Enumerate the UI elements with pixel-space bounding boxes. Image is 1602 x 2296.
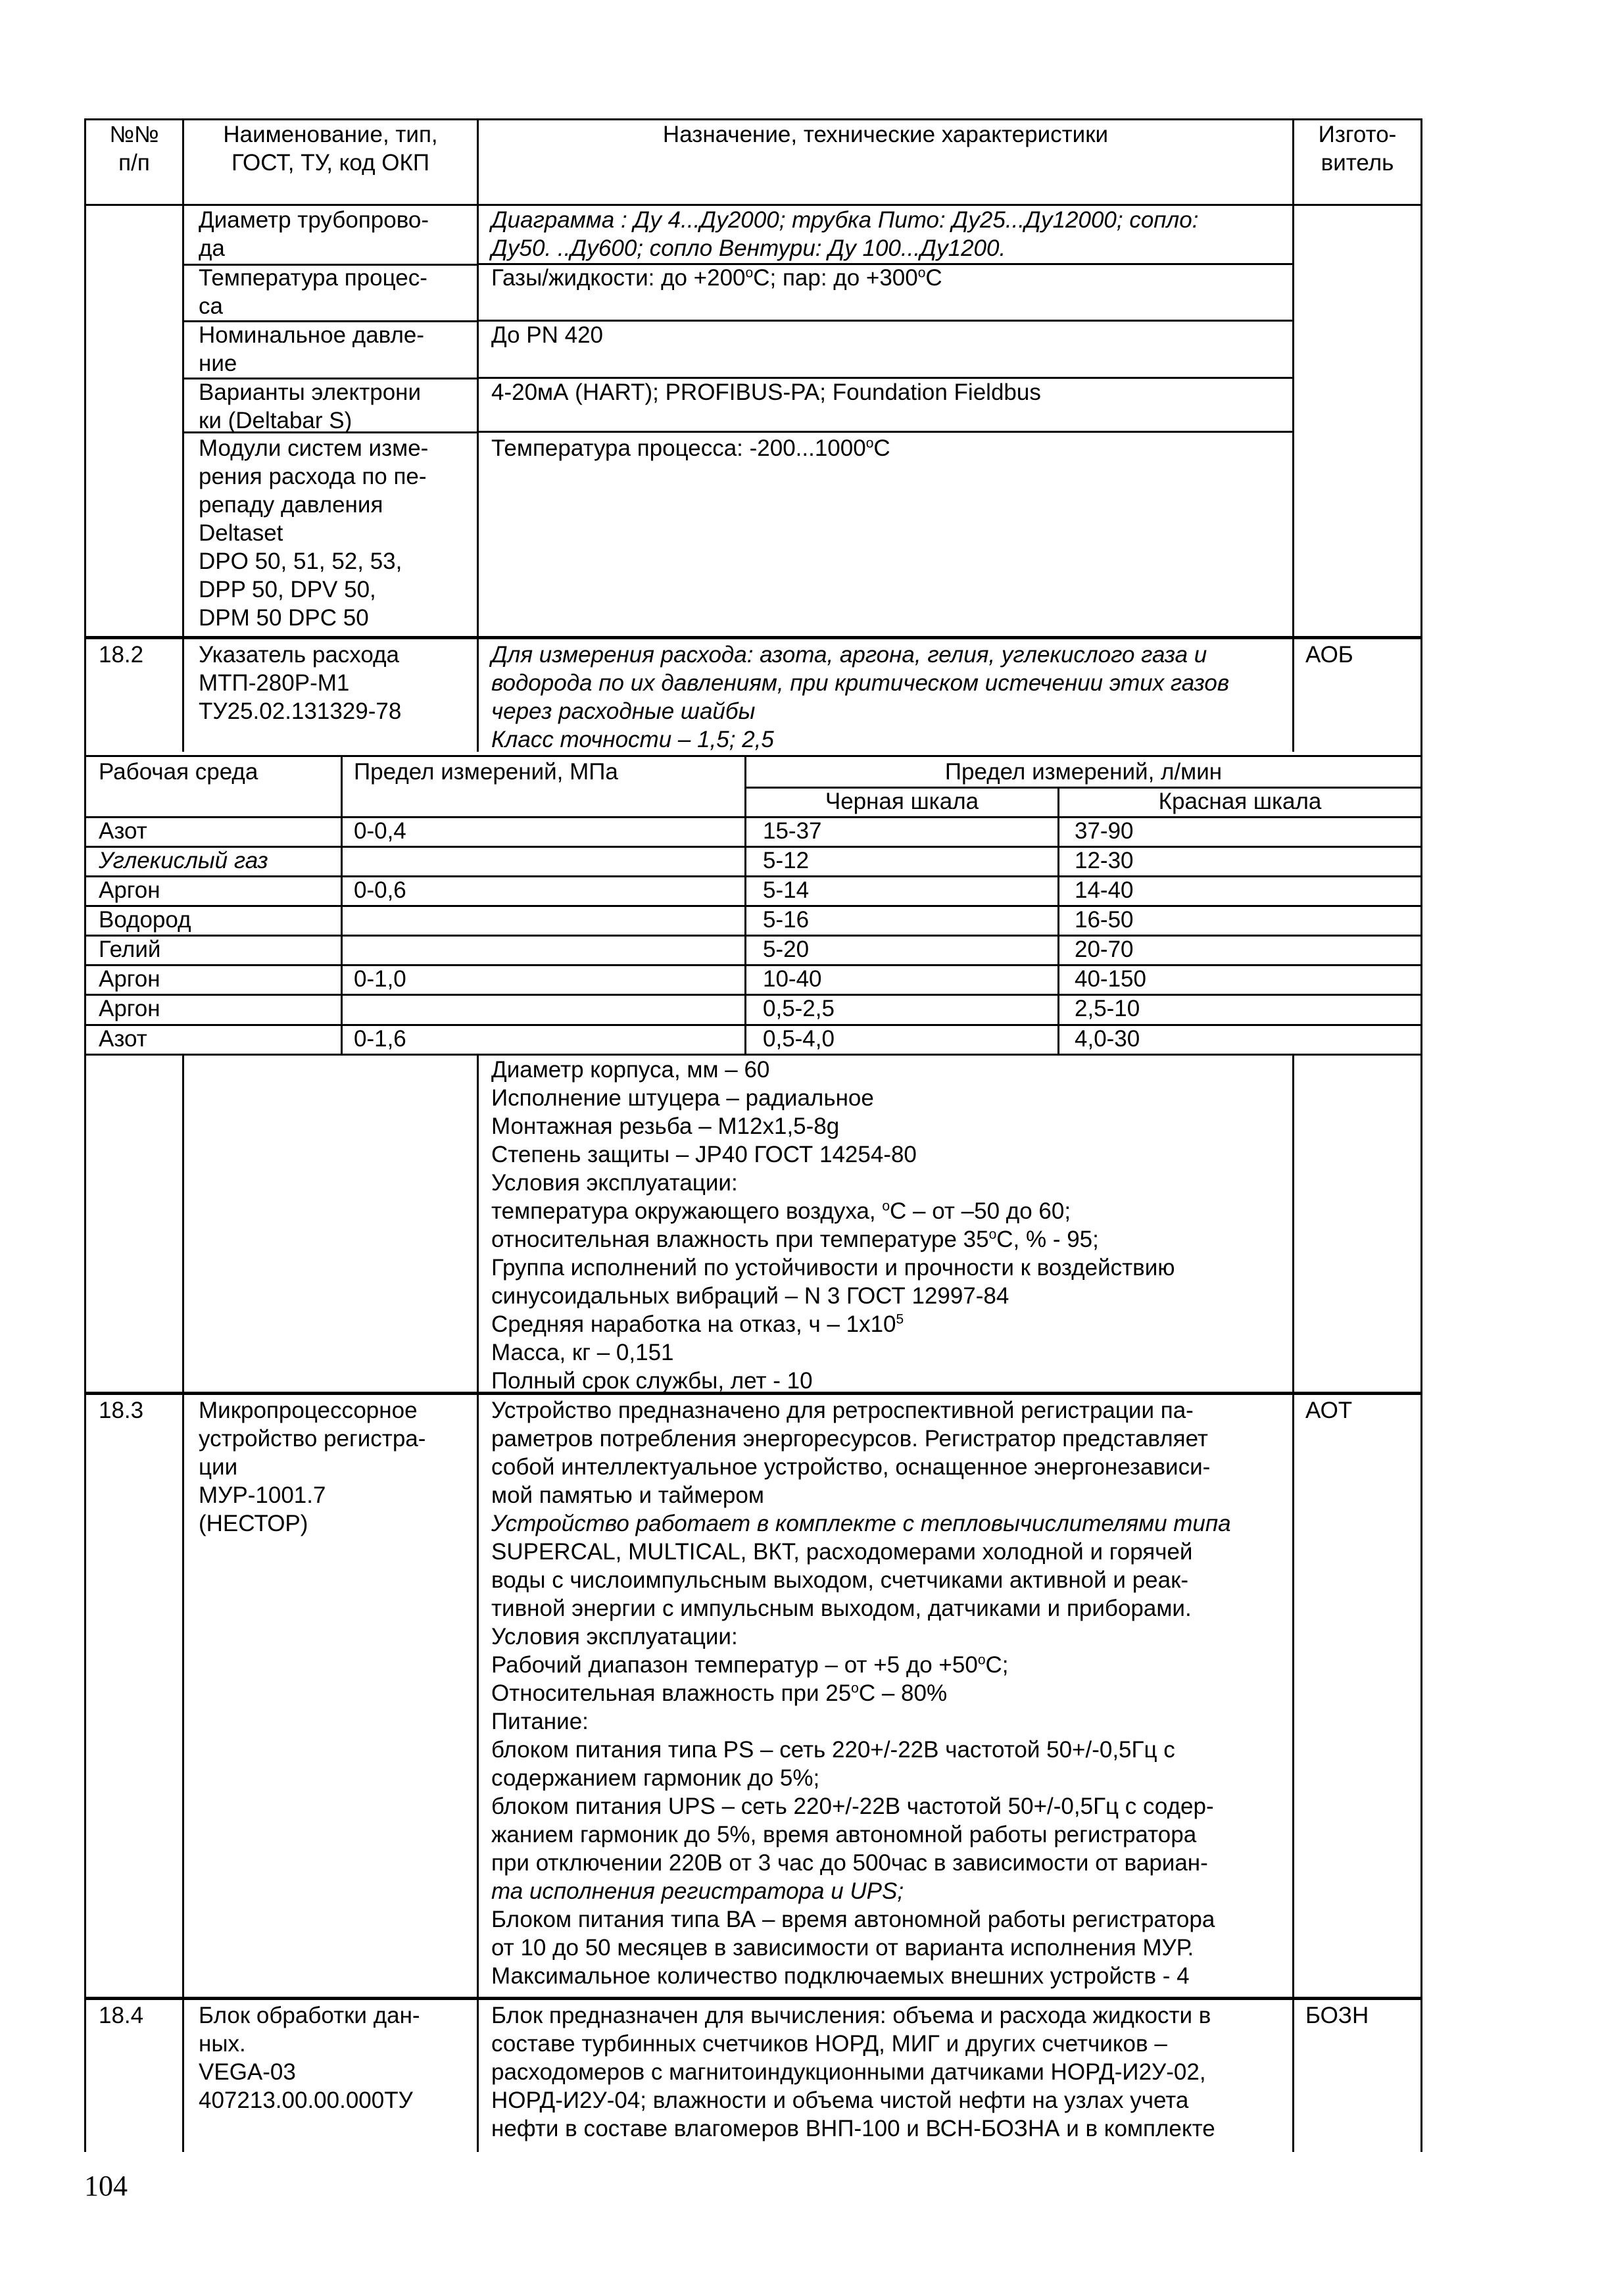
cell-mpa: 0-1,6 xyxy=(354,1026,406,1052)
cell-medium: Азот xyxy=(99,1026,147,1052)
column-header-lmin: Предел измерений, л/мин xyxy=(944,759,1223,785)
cell-red: 14-40 xyxy=(1075,877,1134,903)
header-name: Наименование, тип, ГОСТ, ТУ, код ОКП xyxy=(223,122,438,176)
item-maker: АОТ xyxy=(1305,1398,1353,1423)
cell-red: 37-90 xyxy=(1075,818,1134,844)
param-name: Температура процес- са xyxy=(199,265,427,319)
header-purpose: Назначение, технические характеристики xyxy=(662,122,1109,147)
cell-medium: Аргон xyxy=(99,966,160,992)
cell-medium: Водород xyxy=(99,907,191,933)
param-name: Диаметр трубопрово- да xyxy=(199,207,429,261)
param-name: Варианты электрони ки (Deltabar S) xyxy=(199,379,422,433)
cell-black: 0,5-2,5 xyxy=(763,996,835,1021)
cell-red: 2,5-10 xyxy=(1075,996,1140,1021)
param-value: Диаграмма : Ду 4...Ду2000; трубка Пито: Ду25...Ду12000; сопло: Ду50. ..Ду600; сопло Вентури: Ду 100...Ду1200. xyxy=(491,207,1199,261)
item-purpose: Блок предназначен для вычисления: объема и расхода жидкости в составе турбинных счетчиков НОРД, МИГ и других счетчиков – расходомеров с магнитоиндукционными датчиками НОРД-И2У-02, НОРД-И2У-04; влажности и объема чистой нефти на узлах учета нефти в составе влагомеров ВНП-100 и ВСН-БОЗНА и в комплекте xyxy=(491,2003,1215,2141)
page-number: 104 xyxy=(84,2170,128,2202)
item-name: Блок обработки дан- ных. VEGA-03 407213.00.00.000ТУ xyxy=(199,2003,420,2113)
column-header-mpa: Предел измерений, МПа xyxy=(354,759,618,785)
item-purpose: Для измерения расхода: азота, аргона, гелия, углекислого газа и водорода по их давлениям, при критическом истечении этих газов через расходные шайбы Класс точности – 1,5; 2,5 xyxy=(491,642,1230,752)
cell-medium: Углекислый газ xyxy=(99,848,268,873)
cell-red: 12-30 xyxy=(1075,848,1134,873)
item-number: 18.3 xyxy=(99,1398,144,1423)
param-value: До PN 420 xyxy=(491,322,604,348)
column-header-black: Черная шкала xyxy=(825,789,979,814)
item-maker: БОЗН xyxy=(1305,2003,1369,2028)
cell-black: 5-16 xyxy=(763,907,810,933)
cell-black: 15-37 xyxy=(763,818,822,844)
specs-18-2: Диаметр корпуса, мм – 60 Исполнение штуцера – радиальное Монтажная резьба – М12х1,5-8g Степень защиты – JP40 ГОСТ 14254-80 Условия эксплуатации: температура окружающего воздуха, $^о$С – от –50 до 60; относительная влажность при температуре $35^оС$, % - 95; Группа исполнений по устойчивости и прочности к воздействию синусоидальных вибраций – N 3 ГОСТ 12997-84 Средняя наработка на отказ, ч – $1х10^5$ Масса, кг – 0,151 Полный срок службы, лет - 10 xyxy=(491,1057,1175,1394)
cell-red: 20-70 xyxy=(1075,937,1134,962)
item-purpose: Устройство предназначено для ретроспективной регистрации па- раметров потребления энергоресурсов. Регистратор представляет собой интеллектуальное устройство, оснащенное энергонезависи- мой памятью и таймером Устройство работает в комплекте с тепловычислителями типа SUPERCAL, MULTICAL, ВКТ, расходомерами холодной и горячей воды с числоимпульсным выходом, счетчиками активной и реак- тивной энергии с импульсным выходом, датчиками и приборами. Условия эксплуатации: Рабочий диапазон температур – от +5 до $+50^оС$; Относительная влажность при $25^оС - 80\%$ Питание: блоком питания типа PS – сеть 220+/-22В частотой 50+/-0,5Гц с содержанием гармоник до 5%; блоком питания UPS – сеть 220+/-22В частотой 50+/-0,5Гц с содер- жанием гармоник до 5%, время автономной работы регистратора при отключении 220В от 3 час до 500час в зависимости от вариан- та исполнения регистратора и UPS; Блоком питания типа ВА – время автономной работы регистратора от 10 до 50 месяцев в зависимости от варианта исполнения МУР. Максимальное количество подключаемых внешних устройств - 4 xyxy=(491,1398,1231,1989)
cell-mpa: 0-0,4 xyxy=(354,818,406,844)
header-maker: Изгото- витель xyxy=(1318,122,1397,176)
cell-mpa: 0-0,6 xyxy=(354,877,406,903)
param-value: 4-20мА (HART); PROFIBUS-PA; Foundation Fieldbus xyxy=(491,379,1041,405)
column-header-red: Красная шкала xyxy=(1158,789,1322,814)
cell-black: 10-40 xyxy=(763,966,822,992)
cell-medium: Гелий xyxy=(99,937,161,962)
param-value: Газы/жидкости: до $+200^оС$; пар: до $+300^оС$ xyxy=(491,265,942,291)
cell-black: 5-12 xyxy=(763,848,810,873)
item-maker: АОБ xyxy=(1305,642,1353,668)
item-name: Микропроцессорное устройство регистра- ции МУР-1001.7 (НЕСТОР) xyxy=(199,1398,426,1536)
item-number: 18.4 xyxy=(99,2003,144,2028)
param-value: Температура процесса: $-200...1000^оС$ xyxy=(491,435,890,461)
cell-black: 5-14 xyxy=(763,877,810,903)
cell-red: 4,0-30 xyxy=(1075,1026,1140,1052)
item-name: Указатель расхода МТП-280Р-М1 ТУ25.02.131329-78 xyxy=(199,642,402,724)
cell-medium: Азот xyxy=(99,818,147,844)
cell-medium: Аргон xyxy=(99,877,160,903)
param-name: Модули систем изме- рения расхода по пе- репаду давления Deltaset DPO 50, 51, 52, 53, DPP 50, DPV 50, DPM 50 DPC 50 xyxy=(199,435,429,631)
cell-mpa: 0-1,0 xyxy=(354,966,406,992)
header-num: №№ п/п xyxy=(109,122,159,176)
cell-medium: Аргон xyxy=(99,996,160,1021)
column-header-medium: Рабочая среда xyxy=(99,759,258,785)
cell-red: 16-50 xyxy=(1075,907,1134,933)
param-name: Номинальное давле- ние xyxy=(199,322,425,376)
cell-red: 40-150 xyxy=(1075,966,1146,992)
cell-black: 0,5-4,0 xyxy=(763,1026,835,1052)
item-number: 18.2 xyxy=(99,642,144,668)
cell-black: 5-20 xyxy=(763,937,810,962)
